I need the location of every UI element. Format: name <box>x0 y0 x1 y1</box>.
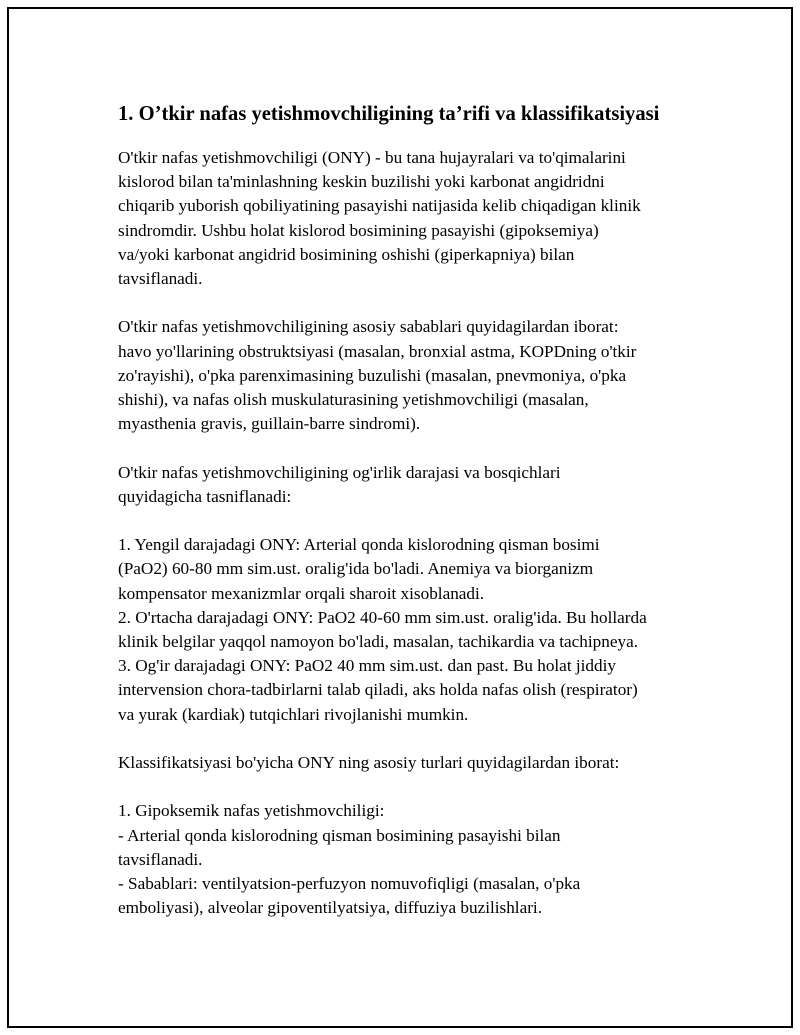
classification-list: 1. Gipoksemik nafas yetishmovchiligi: - Arterial qonda kislorodning qisman bosimining pasayishi bilan tavsiflanadi. - Sabablari: ventilyatsion-perfuzyon nomuvofiqligi (masalan, o'pka emboliyasi), alveolar gipoventilyatsiya, diffuziya buzilishlari. <box>118 801 581 918</box>
document-title: 1. O’tkir nafas yetishmovchiligining ta’rifi va klassifikatsiyasi <box>118 103 660 125</box>
paragraph-classification-intro: Klassifikatsiyasi bo'yicha ONY ning asosiy turlari quyidagilardan iborat: <box>118 753 620 773</box>
paragraph-causes: O'tkir nafas yetishmovchiligining asosiy sabablari quyidagilardan iborat: havo yo'llarining obstruktsiyasi (masalan, bronxial astma, KOPDning o'tkir zo'rayishi), o'pka parenximasining buzulishi (masalan, pnevmoniya, o'pka shishi), va nafas olish muskulaturasining yetishmovchiligi (masalan, myasthenia gravis, guillain-barre sindromi). <box>118 317 637 434</box>
paragraph-spacer <box>118 727 718 751</box>
paragraph-spacer <box>118 509 718 533</box>
paragraph-definition: O'tkir nafas yetishmovchiligi (ONY) - bu tana hujayralari va to'qimalarini kislorod bilan ta'minlashning keskin buzilishi yoki karbonat angidridni chiqarib yuborish qobiliyatining pasayishi natijasida kelib chiqadigan klinik sindromdir. Ushbu holat kislorod bosimining pasayishi (gipoksemiya) va/yoki karbonat angidrid bosimining oshishi (giperkapniya) bilan tavsiflanadi. <box>118 148 641 289</box>
severity-list: 1. Yengil darajadagi ONY: Arterial qonda kislorodning qisman bosimi (PaO2) 60-80 mm sim.ust. oralig'ida bo'ladi. Anemiya va biorganizm kompensator mexanizmlar orqali sharoit xisoblanadi. 2. O'rtacha darajadagi ONY: PaO2 40-60 mm sim.ust. oralig'ida. Bu hollarda klinik belgilar yaqqol namoyon bo'ladi, masalan, tachikardia va tachipneya. 3. Og'ir darajadagi ONY: PaO2 40 mm sim.ust. dan past. Bu holat jiddiy intervension chora-tadbirlarni talab qiladi, aks holda nafas olish (respirator) va yurak (kardiak) tutqichlari rivojlanishi mumkin. <box>118 535 647 724</box>
paragraph-spacer <box>118 436 718 460</box>
document-page <box>7 7 793 1028</box>
document-body <box>118 99 718 920</box>
paragraph-spacer <box>118 775 718 799</box>
paragraph-spacer <box>118 291 718 315</box>
paragraph-severity-intro: O'tkir nafas yetishmovchiligining og'irlik darajasi va bosqichlari quyidagicha tasniflanadi: <box>118 462 561 506</box>
